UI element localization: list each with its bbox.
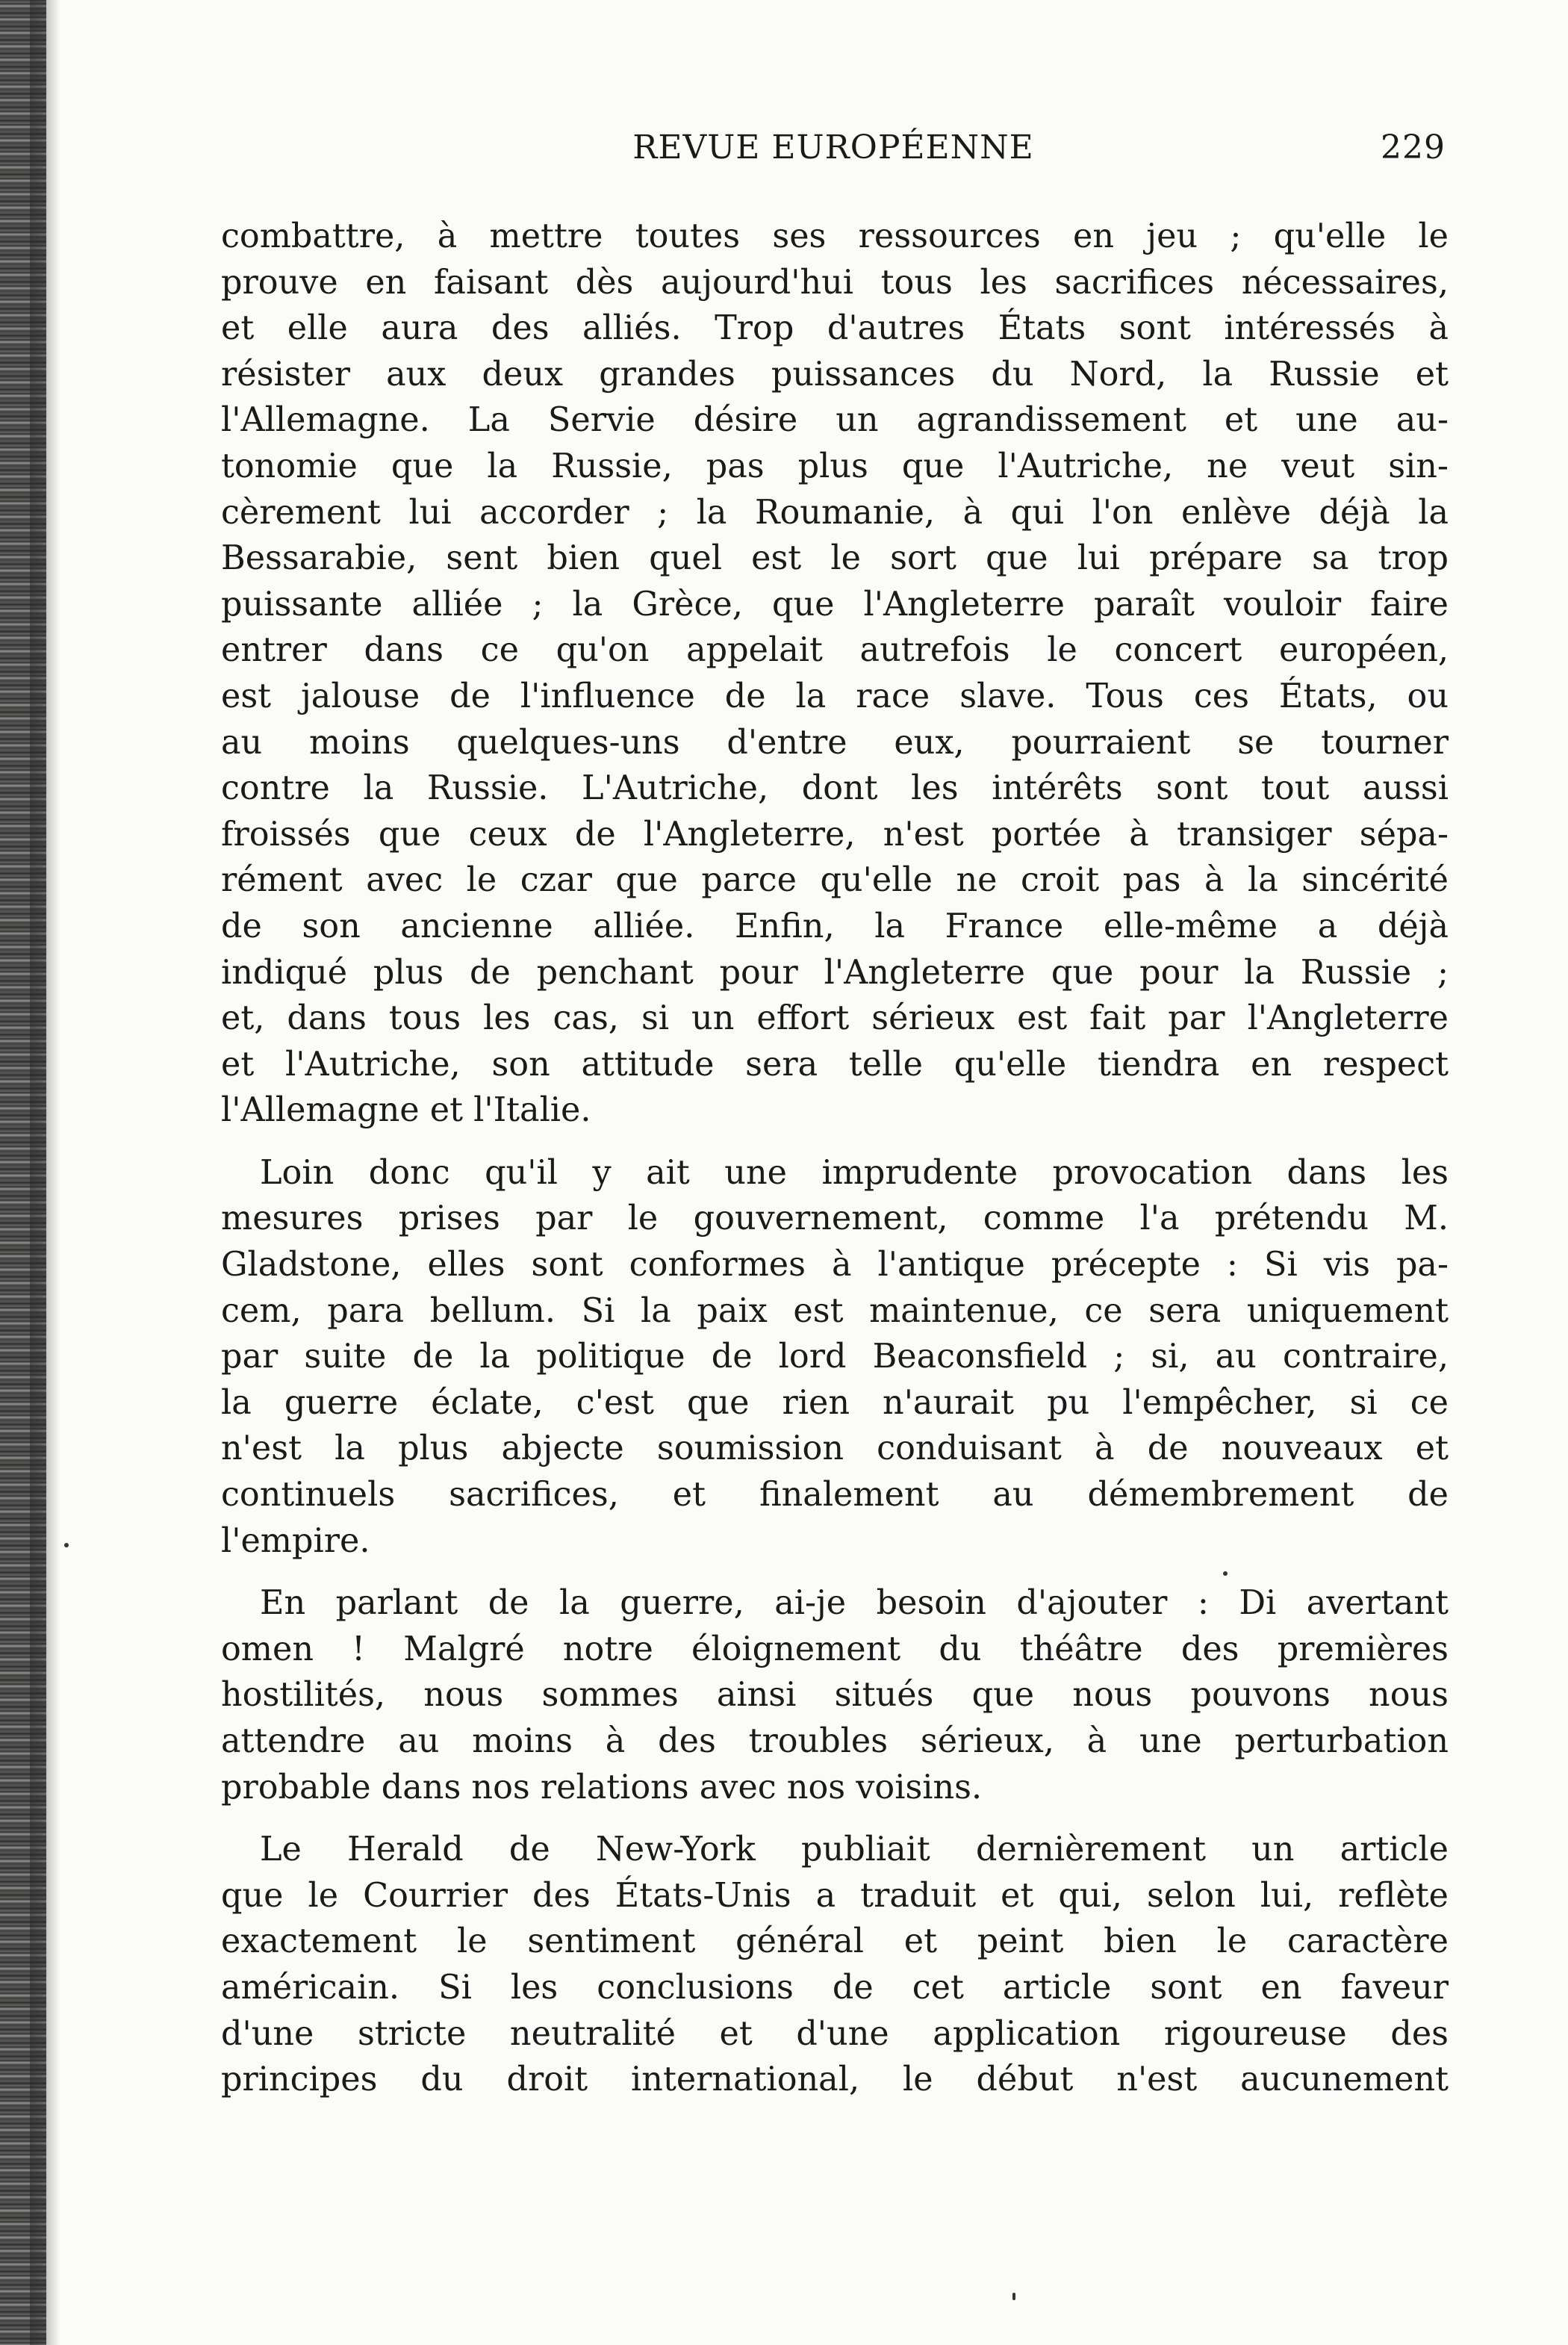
ink-speck <box>1223 1571 1228 1576</box>
text-line: de son ancienne alliée. Enfin, la France elle-même a déjà <box>221 907 1449 945</box>
text-line: Le Herald de New-York publiait dernièrement un article <box>260 1830 1449 1869</box>
text-line: continuels sacrifices, et finalement au démembrement de <box>221 1476 1449 1515</box>
text-line: Gladstone, elles sont conformes à l'antique précepte : Si vis pa- <box>221 1246 1449 1285</box>
text-line: En parlant de la guerre, ai-je besoin d'ajouter : Di avertant <box>260 1584 1449 1623</box>
paragraph <box>221 1827 1449 2103</box>
text-line: exactement le sentiment général et peint bien le caractère <box>221 1922 1449 1961</box>
text-line: d'une stricte neutralité et d'une application rigoureuse des <box>221 2014 1449 2053</box>
paragraph <box>221 1150 1449 1564</box>
text-line: Loin donc qu'il y ait une imprudente provocation dans les <box>260 1153 1449 1192</box>
text-line: Bessarabie, sent bien quel est le sort que lui prépare sa trop <box>221 539 1449 578</box>
text-line: combattre, à mettre toutes ses ressources en jeu ; qu'elle le <box>221 217 1449 255</box>
text-line: l'Allemagne et l'Italie. <box>221 1091 591 1130</box>
text-line: contre la Russie. L'Autriche, dont les intérêts sont tout aussi <box>221 769 1449 808</box>
text-line: omen ! Malgré notre éloignement du théâtre des premières <box>221 1630 1449 1668</box>
text-line: froissés que ceux de l'Angleterre, n'est portée à transiger sépa- <box>221 815 1449 854</box>
text-line: principes du droit international, le début n'est aucunement <box>221 2060 1449 2099</box>
page-number: 229 <box>1381 128 1446 167</box>
text-line: tonomie que la Russie, pas plus que l'Autriche, ne veut sin- <box>221 447 1449 485</box>
journal-title: REVUE EUROPÉENNE <box>632 128 1034 167</box>
text-line: cèrement lui accorder ; la Roumanie, à qui l'on enlève déjà la <box>221 493 1449 532</box>
text-line: cem, para bellum. Si la paix est maintenue, ce sera uniquement <box>221 1291 1449 1330</box>
text-line: indiqué plus de penchant pour l'Angleterre que pour la Russie ; <box>221 953 1449 992</box>
text-line: hostilités, nous sommes ainsi situés que nous pouvons nous <box>221 1676 1449 1715</box>
text-line: au moins quelques-uns d'entre eux, pourraient se tourner <box>221 723 1449 762</box>
ink-speck <box>64 1543 69 1547</box>
paragraph <box>221 1580 1449 1810</box>
text-line: résister aux deux grandes puissances du Nord, la Russie et <box>221 355 1449 394</box>
text-line: et l'Autriche, son attitude sera telle qu'elle tiendra en respect <box>221 1045 1449 1084</box>
page-binding-shadow <box>30 0 60 2345</box>
text-line: l'empire. <box>221 1521 370 1560</box>
text-line: rément avec le czar que parce qu'elle ne croit pas à la sincérité <box>221 861 1449 900</box>
text-line: attendre au moins à des troubles sérieux, à une perturbation <box>221 1722 1449 1760</box>
text-line: n'est la plus abjecte soumission conduisant à de nouveaux et <box>221 1429 1449 1468</box>
text-line: est jalouse de l'influence de la race slave. Tous ces États, ou <box>221 677 1449 715</box>
text-line: la guerre éclate, c'est que rien n'aurait pu l'empêcher, si ce <box>221 1383 1449 1422</box>
ink-speck <box>1012 2293 1015 2300</box>
running-head <box>221 128 1446 181</box>
text-line: probable dans nos relations avec nos voisins. <box>221 1768 983 1807</box>
text-line: et, dans tous les cas, si un effort sérieux est fait par l'Angleterre <box>221 999 1449 1038</box>
text-line: prouve en faisant dès aujourd'hui tous les sacrifices nécessaires, <box>221 263 1449 302</box>
text-line: l'Allemagne. La Servie désire un agrandissement et une au- <box>221 401 1449 440</box>
text-line: et elle aura des alliés. Trop d'autres États sont intéressés à <box>221 309 1449 348</box>
text-line: mesures prises par le gouvernement, comme l'a prétendu M. <box>221 1199 1449 1238</box>
text-line: que le Courrier des États-Unis a traduit et qui, selon lui, reflète <box>221 1876 1449 1915</box>
paragraph <box>221 214 1449 1134</box>
text-line: par suite de la politique de lord Beaconsfield ; si, au contraire, <box>221 1338 1449 1376</box>
text-line: américain. Si les conclusions de cet article sont en faveur <box>221 1968 1449 2007</box>
text-line: entrer dans ce qu'on appelait autrefois le concert européen, <box>221 631 1449 670</box>
body-text <box>221 214 1449 2103</box>
text-line: puissante alliée ; la Grèce, que l'Angleterre paraît vouloir faire <box>221 585 1449 624</box>
